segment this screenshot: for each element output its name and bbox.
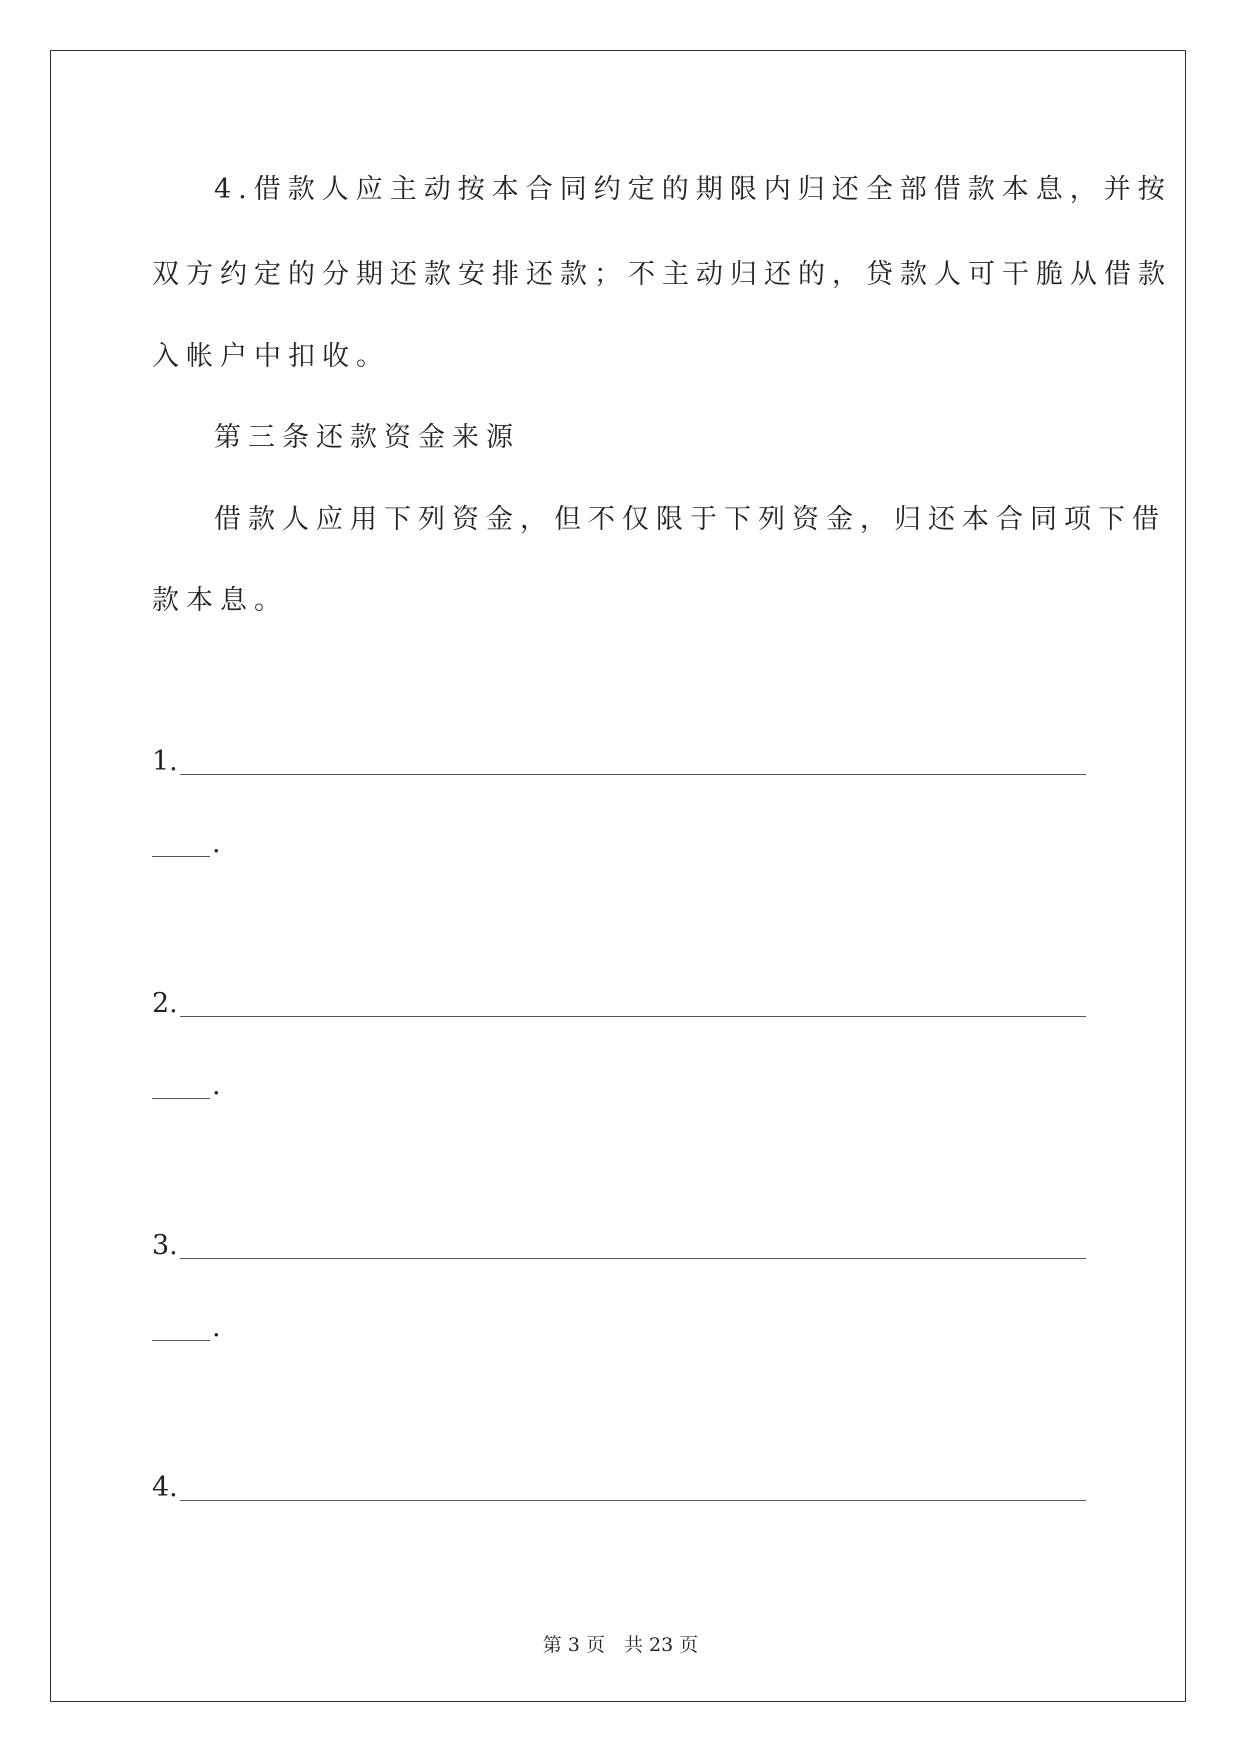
blank-number: 1. xyxy=(152,746,178,777)
paragraph-line: 双方约定的分期还款安排还款；不主动归还的，贷款人可干脆从借款 xyxy=(152,259,1172,290)
blank-tail-1 xyxy=(152,826,222,862)
underline xyxy=(180,1016,1086,1017)
period: . xyxy=(212,828,221,859)
fill-in-blank-1[interactable] xyxy=(152,744,1086,780)
underline xyxy=(152,1098,210,1099)
fill-in-blank-4[interactable] xyxy=(152,1470,1086,1506)
paragraph-line: 借款人应用下列资金，但不仅限于下列资金，归还本合同项下借 xyxy=(214,504,1166,535)
page-footer: 第 3 页 共 23 页 xyxy=(542,1634,699,1656)
paragraph-line: 4.借款人应主动按本合同约定的期限内归还全部借款本息，并按 xyxy=(214,174,1172,205)
underline xyxy=(152,856,210,857)
section-heading: 第三条还款资金来源 xyxy=(214,422,520,453)
blank-tail-3 xyxy=(152,1310,222,1346)
blank-number: 2. xyxy=(152,988,178,1019)
underline xyxy=(180,1500,1086,1501)
blank-number: 3. xyxy=(152,1230,178,1261)
underline xyxy=(152,1340,210,1341)
blank-tail-2 xyxy=(152,1068,222,1104)
paragraph-line: 款本息。 xyxy=(152,585,288,616)
paragraph-line: 入帐户中扣收。 xyxy=(152,341,390,372)
underline xyxy=(180,1258,1086,1259)
period: . xyxy=(212,1312,221,1343)
fill-in-blank-3[interactable] xyxy=(152,1228,1086,1264)
page-border xyxy=(50,50,1186,1702)
fill-in-blank-2[interactable] xyxy=(152,986,1086,1022)
blank-number: 4. xyxy=(152,1472,178,1503)
period: . xyxy=(212,1070,221,1101)
underline xyxy=(180,774,1086,775)
